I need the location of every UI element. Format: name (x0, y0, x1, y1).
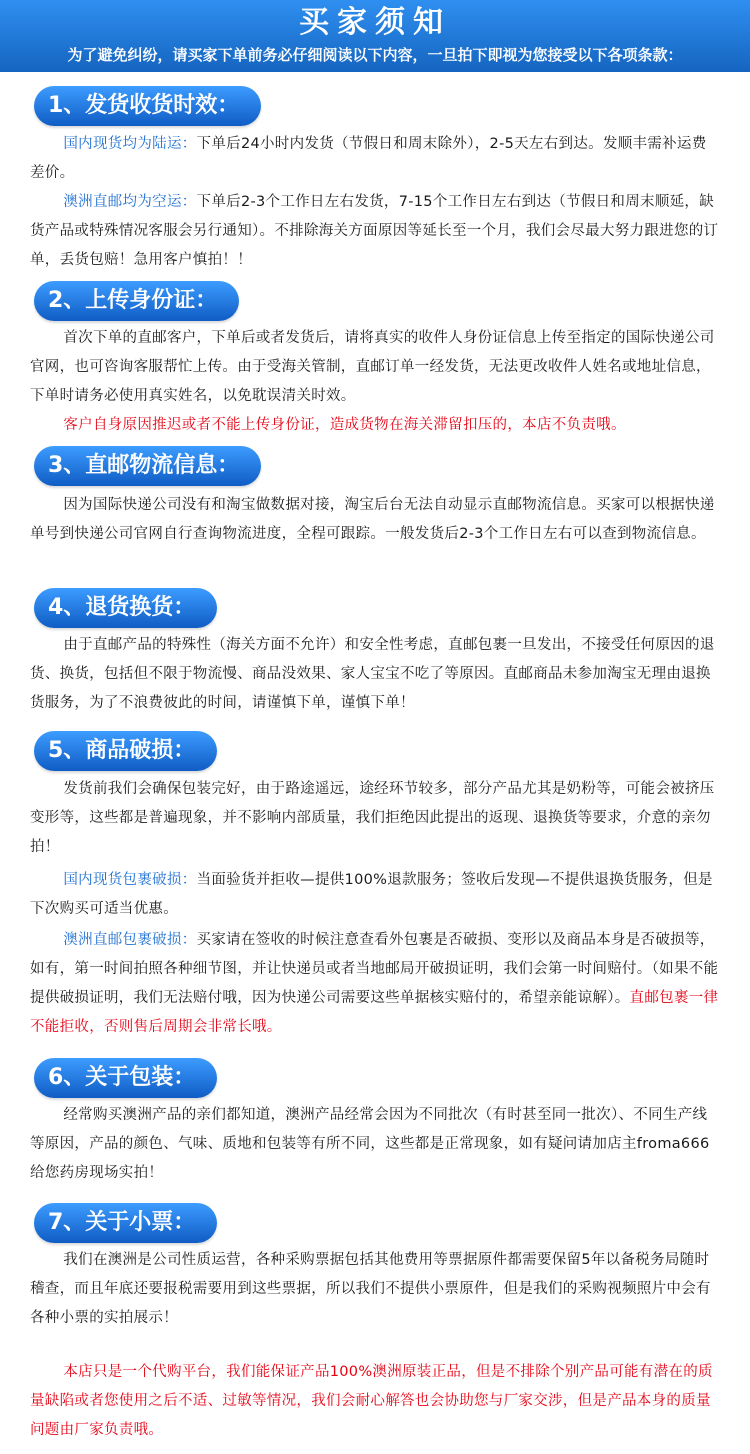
domestic-stock-label: 国内现货均为陆运： (63, 136, 197, 152)
no-refusal-warning: 直邮包裹一律不能拒收，否则售后周期会非常长哦。 (30, 990, 719, 1035)
australia-damage-label: 澳洲直邮包裹破损： (63, 932, 197, 948)
notice-header (0, 0, 750, 72)
page-subtitle: 为了避免纠纷，请买家下单前务必仔细阅读以下内容，一旦拍下即视为您接受以下各项条款： (67, 46, 683, 64)
page-title: 买家须知 (299, 5, 451, 40)
section-2-paragraph-1: 首次下单的直邮客户，下单后或者发货后，请将真实的收件人身份证信息上传至指定的国际快递公司官网，也可咨询客服帮忙上传。由于受海关管制，直邮订单一经发货，无法更改收件人姓名或地址信息，下单时请务必使用真实姓名，以免耽误清关时效。 (30, 330, 715, 404)
section-title-shipping-time: 1、发货收货时效： (34, 86, 261, 126)
section-title-receipts: 7、关于小票： (34, 1203, 217, 1243)
section-3-paragraph-1: 因为国际快递公司没有和淘宝做数据对接，淘宝后台无法自动显示直邮物流信息。买家可以根据快递单号到快递公司官网自行查询物流进度，全程可跟踪。一般发货后2-3个工作日左右可以查到物流信息。 (30, 497, 715, 542)
domestic-damage-label: 国内现货包裹破损： (63, 872, 197, 888)
section-title-returns: 4、退货换货： (34, 588, 217, 628)
section-6-paragraph-1: 经常购买澳洲产品的亲们都知道，澳洲产品经常会因为不同批次（有时甚至同一批次）、不同生产线等原因，产品的颜色、气味、质地和包装等有所不同，这些都是正常现象，如有疑问请加店主froma666给您药房现场实拍！ (30, 1107, 710, 1181)
section-5-paragraph-2: 国内现货包裹破损：当面验货并拒收—提供100%退款服务；签收后发现—不提供退换货服务，但是下次购买可适当优惠。 (30, 872, 713, 917)
section-2-warning: 客户自身原因推迟或者不能上传身份证，造成货物在海关滞留扣压的，本店不负责哦。 (63, 417, 626, 433)
section-7-paragraph-1: 我们在澳洲是公司性质运营，各种采购票据包括其他费用等票据原件都需要保留5年以备税务局随时稽查，而且年底还要报税需要用到这些票据，所以我们不提供小票原件，但是我们的采购视频照片中会有各种小票的实拍展示！ (30, 1252, 711, 1326)
section-title-logistics-info: 3、直邮物流信息： (34, 446, 261, 486)
section-1-paragraph-1: 国内现货均为陆运：下单后24小时内发货（节假日和周末除外），2-5天左右到达。发顺丰需补运费差价。 (30, 136, 707, 181)
section-title-packaging: 6、关于包装： (34, 1058, 217, 1098)
section-1-paragraph-2: 澳洲直邮均为空运：下单后2-3个工作日左右发货，7-15个工作日左右到达（节假日和周末顺延，缺货产品或特殊情况客服会另行通知）。不排除海关方面原因等延长至一个月，我们会尽最大努力跟进您的订单，丢货包赔！急用客户慎拍！！ (30, 194, 719, 268)
australia-direct-label: 澳洲直邮均为空运： (63, 194, 197, 210)
section-4-paragraph-1: 由于直邮产品的特殊性（海关方面不允许）和安全性考虑，直邮包裹一旦发出，不接受任何原因的退货、换货，包括但不限于物流慢、商品没效果、家人宝宝不吃了等原因。直邮商品未参加淘宝无理由退换货服务，为了不浪费彼此的时间，请谨慎下单，谨慎下单！ (30, 637, 715, 711)
footer-disclaimer: 本店只是一个代购平台，我们能保证产品100%澳洲原装正品，但是不排除个别产品可能有潜在的质量缺陷或者您使用之后不适、过敏等情况，我们会耐心解答也会协助您与厂家交涉，但是产品本身的质量问题由厂家负责哦。 (30, 1364, 713, 1438)
section-title-damage: 5、商品破损： (34, 731, 217, 771)
section-5-paragraph-1: 发货前我们会确保包装完好，由于路途遥远，途经环节较多，部分产品尤其是奶粉等，可能会被挤压变形等，这些都是普遍现象，并不影响内部质量，我们拒绝因此提出的返现、退换货等要求，介意的亲勿拍！ (30, 781, 715, 855)
section-title-upload-id: 2、上传身份证： (34, 281, 239, 321)
section-5-paragraph-3: 澳洲直邮包裹破损：买家请在签收的时候注意查看外包裹是否破损、变形以及商品本身是否破损等，如有，第一时间拍照各种细节图，并让快递员或者当地邮局开破损证明，我们会第一时间赔付。（如果不能提供破损证明，我们无法赔付哦，因为快递公司需要这些单据核实赔付的，希望亲能谅解）。直邮包裹一律不能拒收，否则售后周期会非常长哦。 (30, 932, 719, 1035)
